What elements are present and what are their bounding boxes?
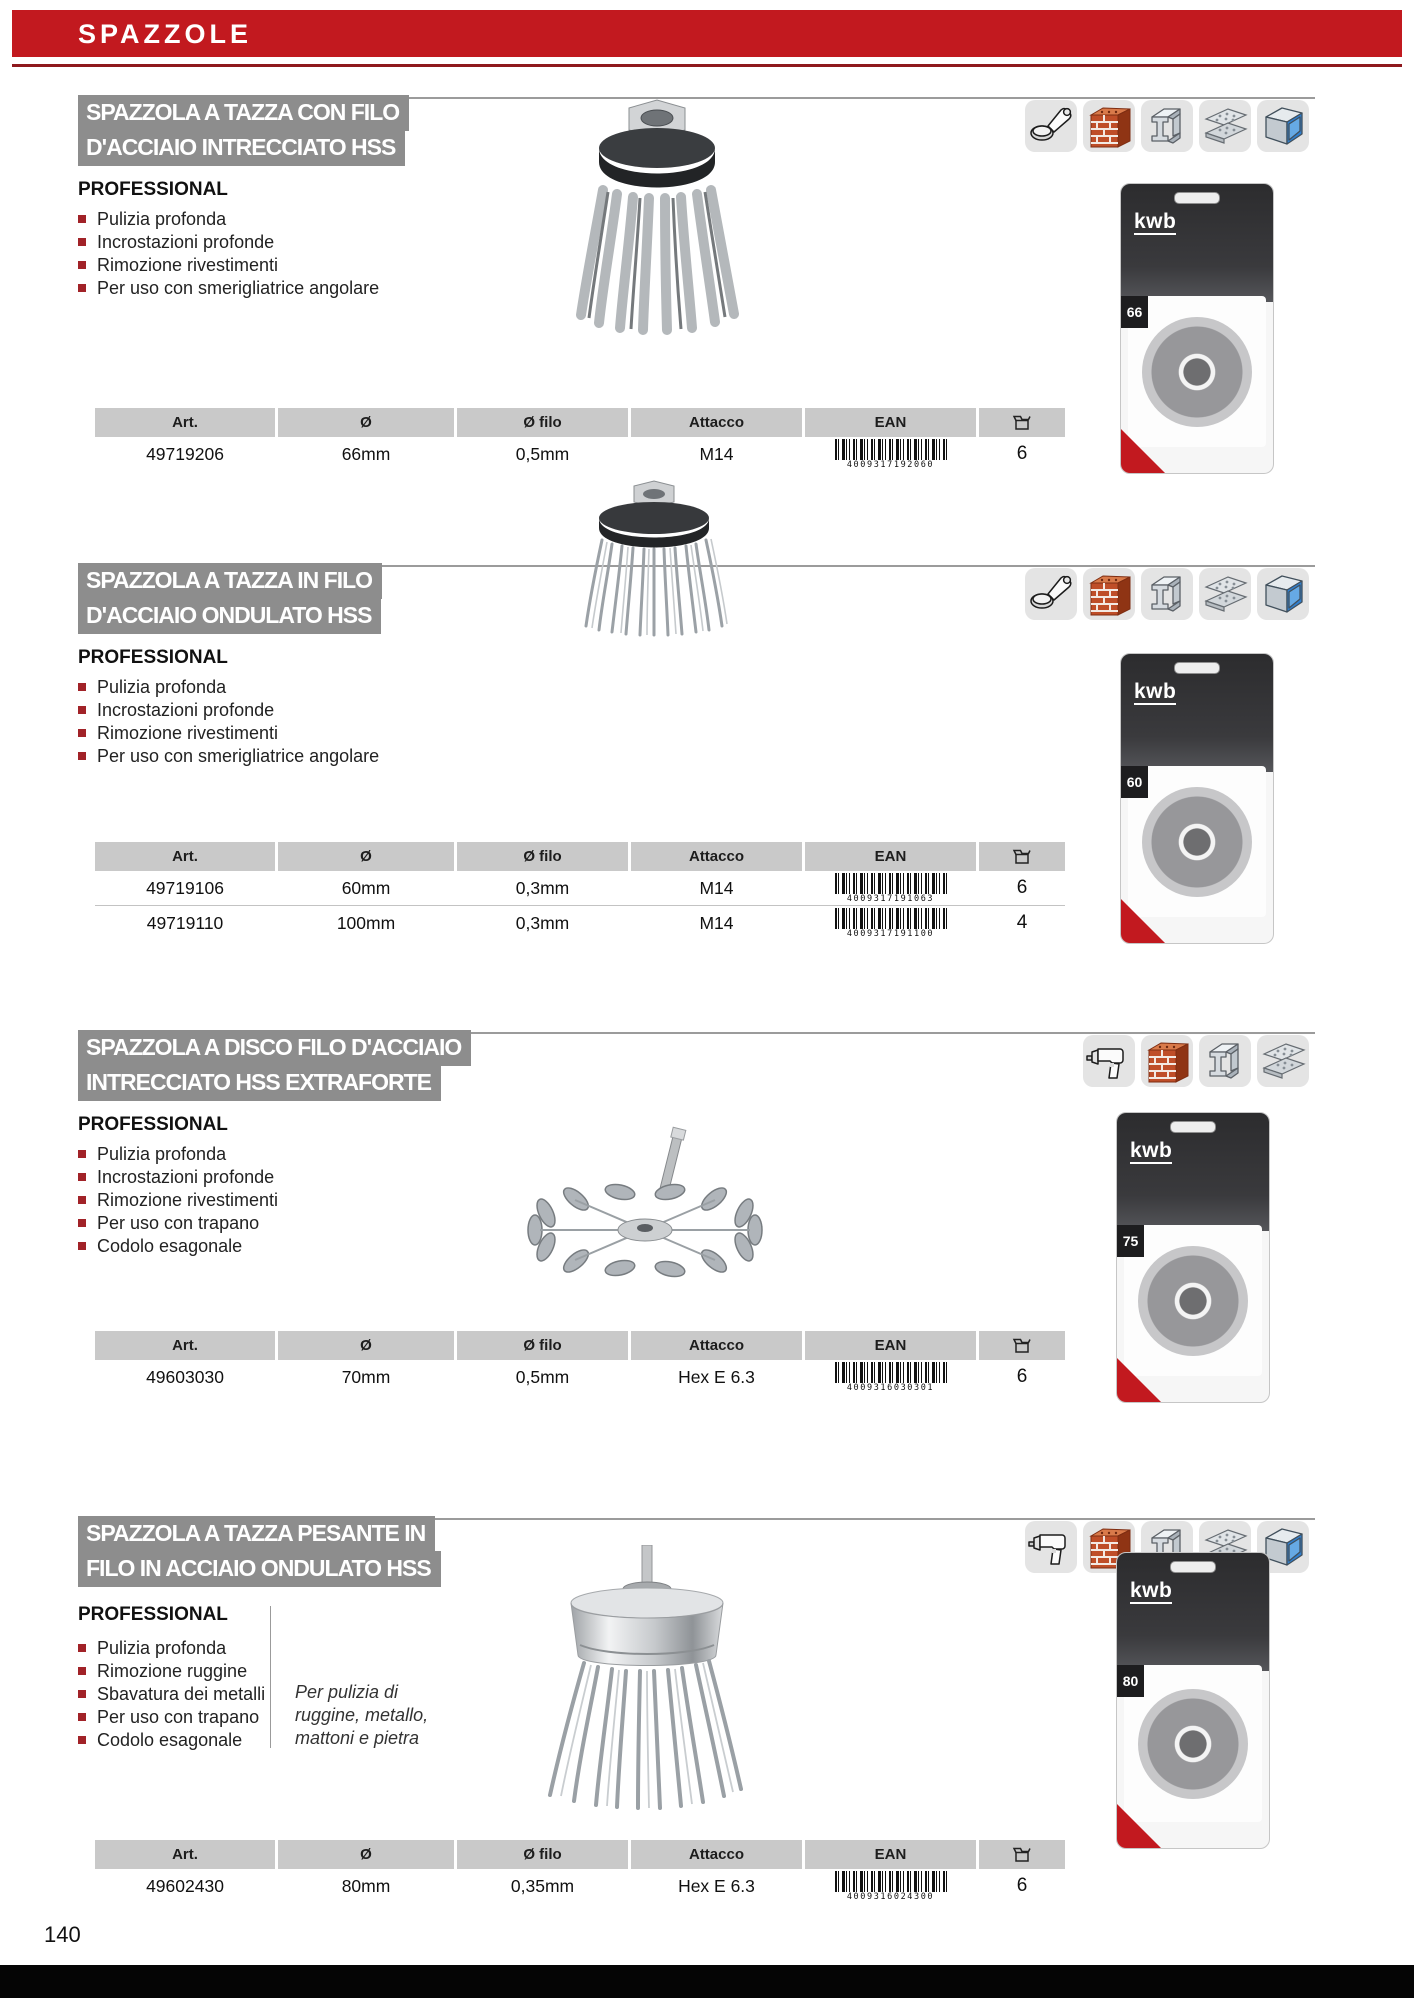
cell-art: 49719110 xyxy=(146,912,224,933)
feature-item: Codolo esagonale xyxy=(78,1236,278,1259)
product-title-line1: SPAZZOLA A DISCO FILO D'ACCIAIO xyxy=(78,1030,471,1066)
brush-photo xyxy=(1142,317,1252,427)
package-photo-area xyxy=(1128,766,1266,917)
cell-qty: 4 xyxy=(1016,912,1028,933)
angle-grinder-icon xyxy=(1025,100,1077,152)
application-icons xyxy=(1025,568,1309,620)
table-row xyxy=(95,1360,1065,1394)
package-carton-icon xyxy=(1012,414,1032,431)
bullet-square-icon xyxy=(78,1644,86,1652)
brick-wall-icon xyxy=(1083,568,1135,620)
product-title-line1: SPAZZOLA A TAZZA CON FILO xyxy=(78,95,409,131)
col-ean: EAN xyxy=(805,1840,976,1869)
cell-wire: 0,5mm xyxy=(515,443,570,464)
cell-qty: 6 xyxy=(1016,1875,1028,1896)
steel-beam-icon xyxy=(1199,1035,1251,1087)
cell-art: 49603030 xyxy=(146,1366,224,1387)
page-number: 140 xyxy=(44,1922,81,1947)
table-header-row xyxy=(95,1840,1065,1869)
col-art: Art. xyxy=(95,1840,275,1869)
col-attach: Attacco xyxy=(631,408,802,437)
feature-item: Per uso con trapano xyxy=(78,1707,265,1730)
feature-item: Rimozione rivestimenti xyxy=(78,1190,278,1213)
diameter-badge: 80 xyxy=(1117,1665,1144,1697)
bullet-square-icon xyxy=(78,261,86,269)
bullet-square-icon xyxy=(78,1219,86,1227)
product-title-line2: D'ACCIAIO ONDULATO HSS xyxy=(78,598,381,634)
usage-note: Per pulizia di ruggine, metallo, mattoni e pietra xyxy=(295,1682,429,1748)
feature-item: Rimozione rivestimenti xyxy=(78,255,379,278)
cell-attach: M14 xyxy=(699,443,734,464)
cell-attach: Hex E 6.3 xyxy=(678,1875,755,1896)
painted-steel-beam-icon xyxy=(1257,100,1309,152)
col-diameter: Ø xyxy=(278,408,454,437)
package-card xyxy=(1116,1552,1270,1849)
col-art: Art. xyxy=(95,408,275,437)
feature-list xyxy=(78,1638,265,1753)
table-row xyxy=(95,905,1065,940)
package-carton-icon xyxy=(1012,1846,1032,1863)
col-attach: Attacco xyxy=(631,1331,802,1360)
col-attach: Attacco xyxy=(631,842,802,871)
bullet-square-icon xyxy=(78,1713,86,1721)
bullet-square-icon xyxy=(78,1150,86,1158)
ean-barcode xyxy=(835,1362,947,1383)
cell-diameter: 60mm xyxy=(341,877,391,898)
spec-table xyxy=(95,408,1065,471)
cell-ean: 4009317191100 xyxy=(805,908,976,939)
table-row xyxy=(95,1869,1065,1903)
cell-wire: 0,3mm xyxy=(515,877,570,898)
col-pack xyxy=(979,1840,1065,1869)
package-carton-icon xyxy=(1012,1337,1032,1354)
application-icons xyxy=(1083,1035,1309,1087)
product-photo-cup-brush-knotted xyxy=(545,90,770,340)
cell-ean: 4009316024300 xyxy=(805,1871,976,1902)
steel-beam-icon xyxy=(1141,100,1193,152)
col-art: Art. xyxy=(95,842,275,871)
table-header-row xyxy=(95,408,1065,437)
cell-attach: M14 xyxy=(699,877,734,898)
perforated-plate-icon xyxy=(1199,568,1251,620)
feature-item: Incrostazioni profonde xyxy=(78,232,379,255)
angle-grinder-icon xyxy=(1025,568,1077,620)
bullet-square-icon xyxy=(78,215,86,223)
cell-art: 49719106 xyxy=(146,877,224,898)
cell-qty: 6 xyxy=(1016,877,1028,898)
bullet-square-icon xyxy=(78,1667,86,1675)
product-photo-disc-brush xyxy=(515,1125,780,1315)
category-title: SPAZZOLE xyxy=(78,19,253,49)
product-title-line1: SPAZZOLA A TAZZA PESANTE IN xyxy=(78,1516,435,1552)
feature-item: Per uso con smerigliatrice angolare xyxy=(78,278,379,301)
hang-slot xyxy=(1174,192,1220,204)
feature-item: Codolo esagonale xyxy=(78,1730,265,1753)
header-underline xyxy=(12,64,1402,67)
feature-list xyxy=(78,209,379,301)
cell-wire: 0,5mm xyxy=(515,1366,570,1387)
package-card xyxy=(1120,183,1274,474)
col-wire: Ø filo xyxy=(457,1331,628,1360)
col-wire: Ø filo xyxy=(457,1840,628,1869)
drill-icon xyxy=(1025,1521,1077,1573)
feature-item: Rimozione ruggine xyxy=(78,1661,265,1684)
bullet-square-icon xyxy=(78,1242,86,1250)
col-pack xyxy=(979,842,1065,871)
bullet-square-icon xyxy=(78,1736,86,1744)
package-photo-area xyxy=(1124,1225,1262,1376)
ean-barcode xyxy=(835,873,947,894)
col-attach: Attacco xyxy=(631,1840,802,1869)
col-ean: EAN xyxy=(805,408,976,437)
cell-ean: 4009317192060 xyxy=(805,439,976,470)
red-corner xyxy=(1117,1804,1161,1848)
perforated-plate-icon xyxy=(1199,100,1251,152)
feature-item: Pulizia profonda xyxy=(78,209,379,232)
feature-list xyxy=(78,677,379,769)
bullet-square-icon xyxy=(78,706,86,714)
red-corner xyxy=(1117,1358,1161,1402)
ean-barcode xyxy=(835,439,947,460)
spec-table xyxy=(95,1840,1065,1903)
col-pack xyxy=(979,408,1065,437)
col-diameter: Ø xyxy=(278,842,454,871)
hang-slot xyxy=(1174,662,1220,674)
product-title-line2: D'ACCIAIO INTRECCIATO HSS xyxy=(78,130,405,166)
package-photo-area xyxy=(1128,296,1266,447)
product-title-line1: SPAZZOLA A TAZZA IN FILO xyxy=(78,563,382,599)
cell-wire: 0,35mm xyxy=(510,1875,575,1896)
hang-slot xyxy=(1170,1121,1216,1133)
diameter-badge: 60 xyxy=(1121,766,1148,798)
package-card xyxy=(1116,1112,1270,1403)
package-card xyxy=(1120,653,1274,944)
cell-ean: 4009317191063 xyxy=(805,873,976,904)
steel-beam-icon xyxy=(1141,568,1193,620)
cell-wire: 0,3mm xyxy=(515,912,570,933)
table-header-row xyxy=(95,842,1065,871)
bullet-square-icon xyxy=(78,1690,86,1698)
bullet-square-icon xyxy=(78,284,86,292)
cell-attach: M14 xyxy=(699,912,734,933)
feature-item: Per uso con trapano xyxy=(78,1213,278,1236)
feature-item: Incrostazioni profonde xyxy=(78,700,379,723)
bullet-square-icon xyxy=(78,238,86,246)
col-diameter: Ø xyxy=(278,1331,454,1360)
bullet-square-icon xyxy=(78,1173,86,1181)
feature-list xyxy=(78,1144,278,1259)
package-carton-icon xyxy=(1012,848,1032,865)
cell-diameter: 66mm xyxy=(341,443,391,464)
grade-label: PROFESSIONAL xyxy=(78,179,228,200)
grade-label: PROFESSIONAL xyxy=(78,1604,228,1625)
cell-attach: Hex E 6.3 xyxy=(678,1366,755,1387)
cell-diameter: 80mm xyxy=(341,1875,391,1896)
product-title-line2: INTRECCIATO HSS EXTRAFORTE xyxy=(78,1065,441,1101)
feature-item: Pulizia profonda xyxy=(78,1144,278,1167)
spec-table xyxy=(95,842,1065,940)
kwb-logo: kwb xyxy=(1134,210,1177,233)
perforated-plate-icon xyxy=(1257,1035,1309,1087)
cell-art: 49719206 xyxy=(146,443,224,464)
col-ean: EAN xyxy=(805,842,976,871)
bullet-square-icon xyxy=(78,752,86,760)
kwb-logo: kwb xyxy=(1130,1579,1173,1602)
table-header-row xyxy=(95,1331,1065,1360)
kwb-logo: kwb xyxy=(1130,1139,1173,1162)
feature-item: Sbavatura dei metalli xyxy=(78,1684,265,1707)
col-art: Art. xyxy=(95,1331,275,1360)
feature-item: Pulizia profonda xyxy=(78,1638,265,1661)
package-photo-area xyxy=(1124,1665,1262,1822)
feature-item: Pulizia profonda xyxy=(78,677,379,700)
note-divider xyxy=(270,1606,271,1748)
diameter-badge: 75 xyxy=(1117,1225,1144,1257)
brick-wall-icon xyxy=(1083,100,1135,152)
product-photo-cup-brush-crimped xyxy=(542,478,767,643)
cell-ean: 4009316030301 xyxy=(805,1362,976,1393)
bullet-square-icon xyxy=(78,683,86,691)
diameter-badge: 66 xyxy=(1121,296,1148,328)
product-title-line2: FILO IN ACCIAIO ONDULATO HSS xyxy=(78,1551,441,1587)
table-row xyxy=(95,871,1065,905)
spec-table xyxy=(95,1331,1065,1394)
table-row xyxy=(95,437,1065,471)
col-diameter: Ø xyxy=(278,1840,454,1869)
bullet-square-icon xyxy=(78,1196,86,1204)
col-pack xyxy=(979,1331,1065,1360)
cell-diameter: 100mm xyxy=(336,912,396,933)
grade-label: PROFESSIONAL xyxy=(78,647,228,668)
col-wire: Ø filo xyxy=(457,842,628,871)
cell-qty: 6 xyxy=(1016,1366,1028,1387)
feature-item: Incrostazioni profonde xyxy=(78,1167,278,1190)
painted-steel-beam-icon xyxy=(1257,568,1309,620)
application-icons xyxy=(1025,100,1309,152)
cell-diameter: 70mm xyxy=(341,1366,391,1387)
col-wire: Ø filo xyxy=(457,408,628,437)
brick-wall-icon xyxy=(1141,1035,1193,1087)
ean-barcode xyxy=(835,908,947,929)
brush-photo xyxy=(1142,787,1252,897)
brush-photo xyxy=(1138,1689,1248,1799)
bullet-square-icon xyxy=(78,729,86,737)
red-corner xyxy=(1121,429,1165,473)
feature-item: Rimozione rivestimenti xyxy=(78,723,379,746)
ean-barcode xyxy=(835,1871,947,1892)
product-photo-heavy-cup-brush xyxy=(528,1545,768,1822)
col-ean: EAN xyxy=(805,1331,976,1360)
grade-label: PROFESSIONAL xyxy=(78,1114,228,1135)
cell-art: 49602430 xyxy=(146,1875,224,1896)
brush-photo xyxy=(1138,1246,1248,1356)
red-corner xyxy=(1121,899,1165,943)
drill-icon xyxy=(1083,1035,1135,1087)
kwb-logo: kwb xyxy=(1134,680,1177,703)
category-header-bar xyxy=(12,10,1402,57)
hang-slot xyxy=(1170,1561,1216,1573)
cell-qty: 6 xyxy=(1016,443,1028,464)
feature-item: Per uso con smerigliatrice angolare xyxy=(78,746,379,769)
footer-bar xyxy=(0,1965,1414,1998)
